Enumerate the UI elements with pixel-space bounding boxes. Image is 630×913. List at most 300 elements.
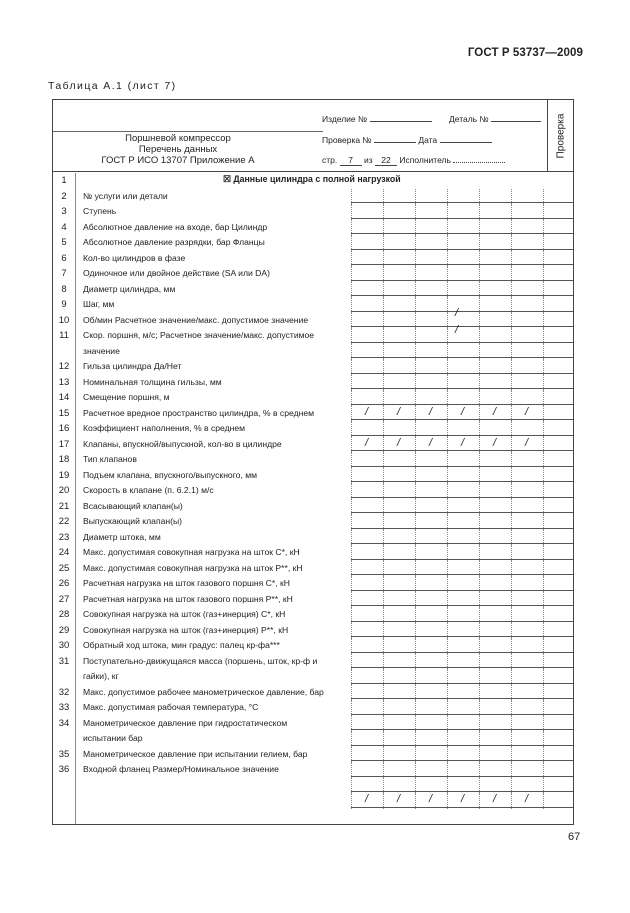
row-entry-line[interactable] bbox=[351, 512, 573, 513]
column-divider bbox=[511, 390, 512, 406]
column-divider bbox=[511, 731, 512, 747]
row-number: 22 bbox=[58, 516, 70, 527]
column-divider bbox=[543, 313, 544, 329]
column-divider bbox=[415, 344, 416, 360]
row-label: Всасывающий клапан(ы) bbox=[83, 500, 183, 511]
column-divider bbox=[415, 654, 416, 670]
column-divider bbox=[415, 716, 416, 732]
column-divider bbox=[415, 375, 416, 391]
row-number: 34 bbox=[58, 717, 70, 729]
column-divider bbox=[511, 468, 512, 484]
column-divider bbox=[415, 468, 416, 484]
column-divider bbox=[543, 359, 544, 375]
row-entry-line[interactable] bbox=[351, 791, 573, 792]
row-entry-line[interactable] bbox=[351, 295, 573, 296]
row-number: 15 bbox=[58, 407, 70, 419]
column-divider bbox=[447, 685, 448, 701]
column-divider bbox=[543, 220, 544, 236]
row-label: Абсолютное давление разрядки, бар Фланцы bbox=[83, 237, 265, 247]
table-row bbox=[53, 306, 573, 329]
slash-mark: / bbox=[429, 793, 433, 805]
column-divider bbox=[543, 375, 544, 391]
column-divider bbox=[511, 545, 512, 561]
column-divider bbox=[479, 421, 480, 437]
column-divider bbox=[415, 576, 416, 592]
slash-mark: / bbox=[365, 793, 369, 805]
table-row bbox=[53, 669, 573, 685]
row-number: 2 bbox=[61, 190, 67, 202]
part-field[interactable] bbox=[491, 112, 541, 122]
slash-mark: / bbox=[525, 436, 529, 449]
column-divider bbox=[415, 266, 416, 282]
row-label: Диаметр цилиндра, мм bbox=[83, 283, 176, 294]
column-divider bbox=[511, 452, 512, 468]
column-divider bbox=[447, 220, 448, 236]
slash-mark: / bbox=[397, 405, 401, 418]
column-divider bbox=[479, 592, 480, 608]
column-divider bbox=[511, 716, 512, 732]
table-row bbox=[53, 778, 573, 794]
column-divider bbox=[543, 437, 544, 453]
column-divider bbox=[447, 514, 448, 530]
row-label: Шаг, мм bbox=[83, 299, 115, 309]
row-number: 35 bbox=[58, 748, 70, 760]
column-divider bbox=[351, 607, 352, 623]
column-divider bbox=[383, 313, 384, 329]
row-entry-line[interactable] bbox=[351, 249, 573, 250]
row-label: Скор. поршня, м/с; Расчетное значение/макс. допустимое bbox=[83, 330, 315, 340]
row-number: 12 bbox=[58, 361, 70, 372]
slash-mark: / bbox=[525, 793, 529, 805]
column-divider bbox=[351, 483, 352, 499]
column-divider bbox=[383, 344, 384, 360]
row-entry-line[interactable] bbox=[351, 450, 573, 451]
check-field[interactable] bbox=[374, 133, 416, 143]
column-divider bbox=[543, 452, 544, 468]
column-divider bbox=[383, 654, 384, 670]
column-divider bbox=[543, 592, 544, 608]
column-divider bbox=[511, 514, 512, 530]
row-number: 7 bbox=[61, 268, 67, 279]
table-row bbox=[53, 700, 573, 716]
column-divider bbox=[415, 204, 416, 220]
row-label: Кол-во цилиндров в фазе bbox=[83, 252, 186, 263]
row-number: 26 bbox=[58, 578, 70, 589]
row-entry-line[interactable] bbox=[351, 745, 573, 746]
column-divider bbox=[511, 313, 512, 329]
column-divider bbox=[415, 313, 416, 329]
row-entry-line[interactable] bbox=[351, 590, 573, 591]
column-divider bbox=[383, 468, 384, 484]
column-divider bbox=[351, 359, 352, 375]
column-divider bbox=[383, 406, 384, 422]
column-divider bbox=[447, 328, 448, 344]
table-row bbox=[53, 468, 573, 484]
column-divider bbox=[383, 685, 384, 701]
row-number: 13 bbox=[58, 376, 70, 388]
row-label: Входной фланец Размер/Номинальное значение bbox=[83, 764, 279, 774]
column-divider bbox=[543, 328, 544, 344]
column-divider bbox=[415, 220, 416, 236]
table-row bbox=[53, 266, 573, 282]
row-number: 1 bbox=[61, 175, 67, 186]
column-divider bbox=[543, 251, 544, 267]
column-divider bbox=[479, 328, 480, 344]
table-row bbox=[53, 514, 573, 530]
column-divider bbox=[447, 235, 448, 251]
row-label: Совокупная нагрузка на шток (газ+инерция) С*, кН bbox=[83, 609, 286, 619]
column-divider bbox=[351, 685, 352, 701]
column-divider bbox=[543, 344, 544, 360]
column-divider bbox=[383, 638, 384, 654]
column-divider bbox=[479, 266, 480, 282]
column-divider bbox=[479, 623, 480, 639]
row-entry-line[interactable] bbox=[351, 760, 573, 761]
row-label: Макс. допустимая рабочая температура, °С bbox=[83, 702, 259, 712]
column-divider bbox=[447, 576, 448, 592]
row-entry-line[interactable] bbox=[351, 574, 573, 575]
row-entry-line[interactable] bbox=[351, 311, 573, 312]
column-divider bbox=[479, 561, 480, 577]
slash-mark: / bbox=[455, 306, 459, 319]
column-divider bbox=[543, 700, 544, 716]
row-entry-line[interactable] bbox=[351, 636, 573, 637]
column-divider bbox=[415, 762, 416, 778]
column-divider bbox=[415, 592, 416, 608]
row-number: 31 bbox=[58, 655, 70, 667]
column-divider bbox=[415, 297, 416, 313]
row-number: 8 bbox=[61, 283, 67, 295]
column-divider bbox=[511, 220, 512, 236]
column-divider bbox=[543, 266, 544, 282]
column-divider bbox=[543, 561, 544, 577]
product-field[interactable] bbox=[370, 112, 432, 122]
table-row bbox=[53, 747, 573, 763]
column-divider bbox=[543, 204, 544, 220]
column-divider bbox=[447, 545, 448, 561]
column-divider bbox=[415, 328, 416, 344]
column-divider bbox=[351, 235, 352, 251]
row-entry-line[interactable] bbox=[351, 528, 573, 529]
column-divider bbox=[479, 514, 480, 530]
column-divider bbox=[351, 669, 352, 685]
column-divider bbox=[479, 251, 480, 267]
column-divider bbox=[415, 669, 416, 685]
row-entry-line[interactable] bbox=[351, 714, 573, 715]
total-value[interactable]: 22 bbox=[375, 155, 397, 166]
column-divider bbox=[479, 282, 480, 298]
column-divider bbox=[479, 793, 480, 809]
column-divider bbox=[511, 297, 512, 313]
column-divider bbox=[447, 204, 448, 220]
column-divider bbox=[479, 638, 480, 654]
row-label: Одиночное или двойное действие (SA или DA) bbox=[83, 268, 270, 278]
column-divider bbox=[447, 530, 448, 546]
table-row bbox=[53, 297, 573, 313]
column-divider bbox=[479, 762, 480, 778]
row-number: 17 bbox=[58, 438, 70, 450]
row-label: Абсолютное давление на входе, бар Цилиндр bbox=[83, 221, 268, 232]
table-row bbox=[53, 762, 573, 778]
column-divider bbox=[479, 607, 480, 623]
form-header bbox=[53, 100, 573, 172]
table-row bbox=[53, 685, 573, 701]
column-divider bbox=[351, 344, 352, 360]
column-divider bbox=[511, 685, 512, 701]
form-title-line-3: ГОСТ Р ИСО 13707 Приложение А bbox=[101, 155, 255, 166]
row-label: Макс. допустимая совокупная нагрузка на шток Р**, кН bbox=[83, 562, 303, 573]
page-number: 67 bbox=[568, 831, 581, 843]
check-column-header bbox=[547, 100, 574, 171]
column-divider bbox=[383, 235, 384, 251]
column-divider bbox=[447, 251, 448, 267]
row-entry-line[interactable] bbox=[351, 326, 573, 327]
column-divider bbox=[479, 437, 480, 453]
column-divider bbox=[447, 266, 448, 282]
column-divider bbox=[511, 793, 512, 809]
row-label: Коэффициент наполнения, % в среднем bbox=[83, 423, 246, 433]
column-divider bbox=[383, 592, 384, 608]
column-divider bbox=[383, 561, 384, 577]
table-row bbox=[53, 204, 573, 220]
column-divider bbox=[447, 762, 448, 778]
column-divider bbox=[511, 561, 512, 577]
table-row bbox=[53, 576, 573, 592]
row-entry-line[interactable] bbox=[351, 373, 573, 374]
slash-mark: / bbox=[493, 793, 497, 805]
page-label: стр. bbox=[322, 155, 338, 165]
column-divider bbox=[511, 700, 512, 716]
row-entry-line[interactable] bbox=[351, 388, 573, 389]
column-divider bbox=[383, 530, 384, 546]
column-divider bbox=[511, 623, 512, 639]
row-number: 20 bbox=[58, 485, 70, 496]
row-entry-line[interactable] bbox=[351, 357, 573, 358]
column-divider bbox=[543, 189, 544, 205]
column-divider bbox=[351, 545, 352, 561]
column-divider bbox=[479, 375, 480, 391]
row-number: 5 bbox=[61, 237, 67, 248]
row-entry-line[interactable] bbox=[351, 698, 573, 699]
column-divider bbox=[511, 592, 512, 608]
column-divider bbox=[415, 437, 416, 453]
row-entry-line[interactable] bbox=[351, 807, 573, 808]
column-divider bbox=[351, 778, 352, 794]
column-divider bbox=[479, 452, 480, 468]
column-divider bbox=[415, 623, 416, 639]
slash-mark: / bbox=[461, 793, 465, 805]
column-divider bbox=[543, 282, 544, 298]
slash-mark: / bbox=[365, 436, 369, 449]
column-divider bbox=[383, 731, 384, 747]
row-entry-line[interactable] bbox=[351, 776, 573, 777]
column-divider bbox=[543, 235, 544, 251]
column-divider bbox=[543, 406, 544, 422]
row-entry-line[interactable] bbox=[351, 466, 573, 467]
column-divider bbox=[543, 468, 544, 484]
row-entry-line[interactable] bbox=[351, 497, 573, 498]
slash-mark: / bbox=[429, 436, 433, 449]
row-number: 11 bbox=[59, 330, 69, 341]
column-divider bbox=[351, 313, 352, 329]
row-number: 3 bbox=[61, 206, 67, 217]
column-divider bbox=[383, 545, 384, 561]
column-divider bbox=[415, 406, 416, 422]
row-entry-line[interactable] bbox=[351, 435, 573, 436]
executor-field[interactable] bbox=[453, 153, 505, 163]
column-divider bbox=[447, 421, 448, 437]
column-divider bbox=[479, 235, 480, 251]
table-row bbox=[53, 282, 573, 298]
column-divider bbox=[415, 359, 416, 375]
row-entry-line[interactable] bbox=[351, 481, 573, 482]
column-divider bbox=[479, 313, 480, 329]
slash-mark: / bbox=[397, 793, 401, 805]
row-entry-line[interactable] bbox=[351, 559, 573, 560]
row-entry-line[interactable] bbox=[351, 342, 573, 343]
row-entry-line[interactable] bbox=[351, 621, 573, 622]
column-divider bbox=[543, 669, 544, 685]
column-divider bbox=[415, 514, 416, 530]
column-divider bbox=[447, 468, 448, 484]
row-entry-line[interactable] bbox=[351, 218, 573, 219]
column-divider bbox=[351, 452, 352, 468]
column-divider bbox=[383, 607, 384, 623]
column-divider bbox=[351, 762, 352, 778]
column-divider bbox=[415, 731, 416, 747]
column-divider bbox=[415, 452, 416, 468]
column-divider bbox=[383, 375, 384, 391]
date-field[interactable] bbox=[440, 133, 492, 143]
check-column-label: Проверка bbox=[555, 113, 567, 158]
row-entry-line[interactable] bbox=[351, 264, 573, 265]
column-divider bbox=[351, 514, 352, 530]
column-divider bbox=[351, 592, 352, 608]
row-entry-line[interactable] bbox=[351, 202, 573, 203]
row-number: 36 bbox=[58, 764, 70, 775]
column-divider bbox=[511, 530, 512, 546]
column-divider bbox=[351, 793, 352, 809]
row-number: 23 bbox=[58, 531, 70, 543]
column-divider bbox=[543, 545, 544, 561]
column-divider bbox=[447, 437, 448, 453]
table-row bbox=[53, 344, 573, 360]
column-divider bbox=[447, 452, 448, 468]
row-entry-line[interactable] bbox=[351, 667, 573, 668]
column-divider bbox=[415, 235, 416, 251]
column-divider bbox=[383, 297, 384, 313]
column-divider bbox=[543, 623, 544, 639]
row-entry-line[interactable] bbox=[351, 404, 573, 405]
column-divider bbox=[415, 561, 416, 577]
form-title-line-2: Перечень данных bbox=[138, 144, 218, 155]
column-divider bbox=[543, 778, 544, 794]
column-divider bbox=[383, 359, 384, 375]
column-divider bbox=[447, 654, 448, 670]
column-divider bbox=[447, 592, 448, 608]
column-divider bbox=[447, 375, 448, 391]
row-number: 14 bbox=[58, 392, 70, 403]
column-divider bbox=[511, 282, 512, 298]
date-label: Дата bbox=[418, 135, 438, 145]
column-divider bbox=[415, 545, 416, 561]
row-entry-line[interactable] bbox=[351, 543, 573, 544]
row-entry-line[interactable] bbox=[351, 280, 573, 281]
column-divider bbox=[383, 452, 384, 468]
column-divider bbox=[383, 514, 384, 530]
column-divider bbox=[479, 297, 480, 313]
row-label: Диаметр штока, мм bbox=[83, 531, 161, 542]
row-number: 30 bbox=[58, 640, 70, 651]
column-divider bbox=[351, 297, 352, 313]
page-value[interactable]: 7 bbox=[340, 155, 362, 166]
column-divider bbox=[511, 483, 512, 499]
column-divider bbox=[479, 716, 480, 732]
table-row bbox=[53, 235, 573, 251]
row-entry-line[interactable] bbox=[351, 419, 573, 420]
column-divider bbox=[383, 204, 384, 220]
row-entry-line[interactable] bbox=[351, 605, 573, 606]
row-entry-line[interactable] bbox=[351, 683, 573, 684]
column-divider bbox=[447, 669, 448, 685]
column-divider bbox=[415, 421, 416, 437]
row-label: Клапаны, впускной/выпускной, кол-во в цилиндре bbox=[83, 438, 282, 449]
column-divider bbox=[543, 762, 544, 778]
column-divider bbox=[447, 700, 448, 716]
column-divider bbox=[543, 685, 544, 701]
column-divider bbox=[383, 669, 384, 685]
row-label: Расчетная нагрузка на шток газового поршня С*, кН bbox=[83, 578, 290, 588]
check-label: Проверка № bbox=[322, 135, 372, 145]
column-divider bbox=[351, 747, 352, 763]
column-divider bbox=[351, 530, 352, 546]
slash-mark: / bbox=[493, 436, 497, 449]
column-divider bbox=[351, 204, 352, 220]
row-number: 21 bbox=[58, 500, 70, 512]
row-entry-line[interactable] bbox=[351, 729, 573, 730]
column-divider bbox=[543, 390, 544, 406]
column-divider bbox=[543, 716, 544, 732]
column-divider bbox=[447, 483, 448, 499]
column-divider bbox=[415, 390, 416, 406]
table-caption: Таблица А.1 (лист 7) bbox=[48, 80, 177, 92]
column-divider bbox=[351, 390, 352, 406]
table-row bbox=[53, 545, 573, 561]
row-label: гайки), кг bbox=[83, 671, 119, 681]
column-divider bbox=[511, 406, 512, 422]
row-label: Смещение поршня, м bbox=[83, 392, 170, 402]
column-divider bbox=[479, 669, 480, 685]
column-divider bbox=[479, 654, 480, 670]
column-divider bbox=[383, 251, 384, 267]
column-divider bbox=[543, 483, 544, 499]
row-entry-line[interactable] bbox=[351, 652, 573, 653]
column-divider bbox=[415, 189, 416, 205]
column-divider bbox=[415, 499, 416, 515]
column-divider bbox=[351, 328, 352, 344]
row-number: 25 bbox=[58, 562, 70, 574]
column-divider bbox=[351, 220, 352, 236]
column-divider bbox=[447, 189, 448, 205]
row-number: 24 bbox=[58, 547, 70, 558]
column-divider bbox=[543, 731, 544, 747]
row-entry-line[interactable] bbox=[351, 233, 573, 234]
column-divider bbox=[383, 266, 384, 282]
column-divider bbox=[415, 638, 416, 654]
column-divider bbox=[511, 762, 512, 778]
column-divider bbox=[511, 669, 512, 685]
column-divider bbox=[479, 731, 480, 747]
